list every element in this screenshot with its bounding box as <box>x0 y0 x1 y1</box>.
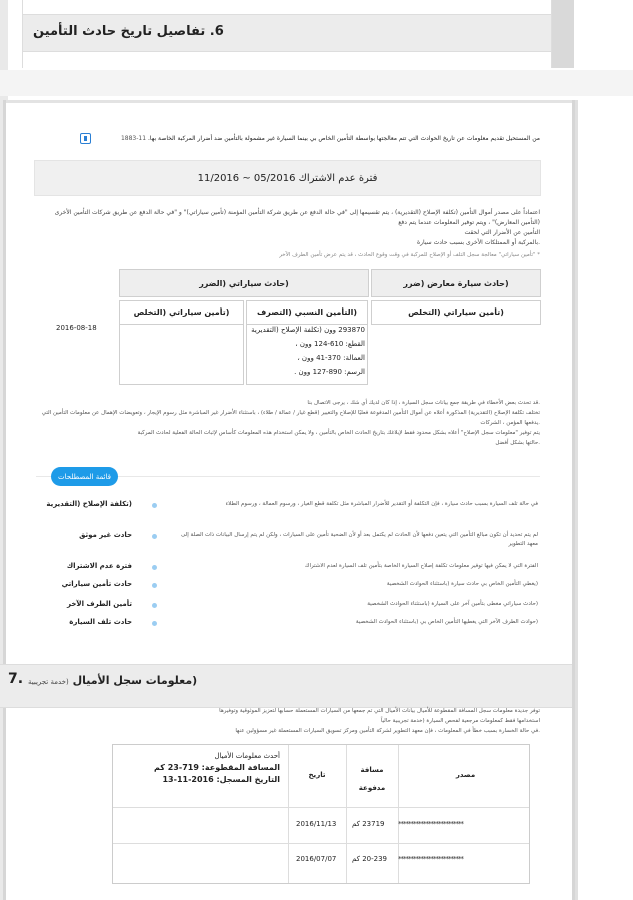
glossary-row <box>36 580 540 600</box>
relative-sub-header: (التأمين النسبي (التصرف <box>246 300 368 325</box>
terms-list-button[interactable]: قائمة المصطلحات <box>51 467 118 486</box>
glossary-term: حادث تأمين سياراتي <box>61 580 132 588</box>
column-divider <box>346 745 347 883</box>
row-source: ************************** <box>398 820 463 828</box>
opponent-sub-header: (تأمين سياراتي (التخلص <box>371 300 541 325</box>
repair-amounts <box>247 323 365 379</box>
bullet-icon <box>152 565 157 570</box>
section-7-number: 7. <box>8 671 24 687</box>
section-6-title: 6. تفاصيل تاريخ حادث التأمين <box>33 24 224 39</box>
card-gap <box>0 70 633 96</box>
row-date: 2016/11/13 <box>296 820 337 828</box>
glossary-row <box>36 562 540 582</box>
note-line: .حالتها بشكل أفضل <box>495 440 540 446</box>
my-accident-header: (حادث سياراتي (الضرر <box>119 269 369 297</box>
latest-mileage <box>130 750 280 786</box>
bullet-icon <box>152 603 157 608</box>
note-line: .يدفعها المؤمن ، الشركات <box>480 420 540 426</box>
date-column-header: تاريخ <box>308 771 326 779</box>
disclaimer-phone: 1883-11 <box>120 135 147 142</box>
notes-3 <box>36 398 540 448</box>
repair-paint: الرسم: 890-127 وون . <box>294 368 365 376</box>
note-line: اعتماداً على مصدر أموال التأمين (تكلفة الإصلاح (التقديرية) ، يتم تقسيمها إلى "في حالة الدفع عن طريق شركة التأمين المؤمنة (تأمين سياراتي)" و "في حالة الدفع عن طريق شركات التأمين الأخرى (التأمين المعارض)" ، ويتم توفير المعلومات عندما يتم دفع <box>54 209 540 226</box>
accident-date: 2016-08-18 <box>56 324 97 332</box>
column-divider <box>288 745 289 883</box>
glossary-row <box>36 618 540 638</box>
note-line: التأمين عن الأضرار التي لحقت <box>464 229 540 236</box>
glossary-row <box>36 600 540 620</box>
latest-title: أحدث معلومات الأميال <box>214 752 280 760</box>
notes-2: * "تأمين سياراتي" معالجة سجل التلف أو الإصلاح للمركبة في وقت وقوع الحادث ، قد يتم عرض تأمين الطرف الآخر <box>279 252 540 258</box>
glossary-term: حادث تلف السيارة <box>69 618 132 626</box>
note-line: توفر جديدة معلومات سجل المسافة المقطوعة للأميال بيانات الأميال التي تم جمعها من السيارات المستعملة حسابها لتعزيز الموثوقية وتوفيرها <box>219 708 540 714</box>
glossary-definition: لم يتم تحديد أن تكون مبالغ التأمين التي يتعين دفعها لأن الحادث لم يكتمل بعد أو لأن الضحية تأمين على السيارات ، ولكن لم يتم إرسال البيانات ذات الصلة إلى معهد التطوير <box>180 532 538 547</box>
repair-total: 293870 وون (تكلفة الإصلاح (التقديرية <box>251 326 365 334</box>
disclaimer-text: .من المستحيل تقديم معلومات عن تاريخ الحوادث التي تتم معالجتها بواسطة التأمين الخاص بي بينما السيارة غير مشمولة بالتأمين ضد أضرار المركبة الخاصة بها <box>147 135 540 142</box>
glossary-term: تأمين الطرف الآخر <box>67 600 132 608</box>
glossary-definition: (يغطي التأمين الخاص بي حادث سيارة (باستثناء الحوادث الشخصية <box>386 581 538 587</box>
note-line: استخدامها فقط كمعلومات مرجعية لفحص السيارة (خدمة تجريبية حالياً <box>380 718 540 724</box>
note-line: يتم توفير "معلومات سجل الإصلاح" أعلاه بشكل محدود فقط لإبلاغك بتاريخ الحادث الخاص بالتأمين ، ولا يمكن استخدام هذه المعلومات كأساس لإثبات الحالة الفعلية لحادث المركبة <box>137 430 540 436</box>
bullet-icon <box>152 534 157 539</box>
period-label: فترة عدم الاشتراك 05/2016 ~ 11/2016 <box>197 173 378 184</box>
glossary-row <box>36 531 540 551</box>
glossary-term: (تكلفة الإصلاح (التقديرية <box>46 500 132 508</box>
latest-distance: المسافة المقطوعة: 719-23 كم <box>154 763 280 772</box>
latest-date: التاريخ المسجل: 2016-11-13 <box>162 775 280 784</box>
notes-1 <box>36 208 540 248</box>
note-line: .بالمركبة أو الممتلكات الأخرى بسبب حادث سيارة <box>416 239 540 246</box>
note-line: تختلف تكلفة الإصلاح (التقديرية) المذكورة أعلاه عن أموال التأمين المدفوعة فعليًا للإصلاح والتغيير (قطع غيار / عمالة / طلاء) ، باستثناء الأضرار غير المباشرة مثل رسوم الإيجار ، وتعويضات الإهمال عن معلومات التأمين التي <box>41 410 540 416</box>
note-line: .في حالة الخسارة بسبب خطأ في المعلومات ، فإن معهد التطوير لشركة التأمين ومركز تسويق السيارات المستعملة غير مسؤولين عنها <box>235 728 540 734</box>
glossary-term: حادث غير موثق <box>79 531 132 539</box>
row-date: 2016/07/07 <box>296 855 337 863</box>
row-distance: 20-239 كم <box>352 855 388 863</box>
glossary-term: فترة عدم الاشتراك <box>66 562 132 570</box>
my-empty-cell <box>119 325 244 385</box>
trial-service-label: (خدمة تجريبية <box>28 678 69 686</box>
bullet-icon <box>152 503 157 508</box>
section-6-header[interactable] <box>23 14 551 52</box>
glossary-definition: الفترة التي لا يمكن فيها توفير معلومات تكلفة إصلاح السيارة الخاصة بتأمين تلف السيارة لعدم الاشتراك <box>304 563 538 569</box>
glossary-definition: في حالة تلف السيارة بسبب حادث سيارة ، فإن التكلفة أو التقدير للأضرار المباشرة مثل تكلفة قطع الغيار ، ورسوم العمالة ، ورسوم الطلاء <box>225 501 538 507</box>
my-sub-header: (تأمين سياراتي (التخلص <box>119 300 244 325</box>
distance-column-header: مسافة مدفوعة <box>358 766 386 792</box>
opponent-accident-header: (حادث سيارة معارض (ضرر <box>371 269 541 297</box>
repair-labor: العمالة: 370-41 وون ، <box>297 354 365 362</box>
glossary-row <box>36 500 540 520</box>
non-subscription-period <box>34 160 541 196</box>
right-bar <box>552 0 574 68</box>
source-column-header: مصدر <box>455 771 476 779</box>
glossary-definition: (حادث سياراتي مغطى بتأمين آخر على السيارة (باستثناء الحوادث الشخصية <box>367 601 538 607</box>
repair-parts: القطع: 610-124 وون ، <box>295 340 365 348</box>
section-7-title <box>28 674 197 687</box>
bullet-icon <box>152 583 157 588</box>
row-divider <box>113 807 529 808</box>
row-distance: 23719 كم <box>352 820 385 828</box>
page-right-margin <box>578 100 633 900</box>
disclaimer <box>90 134 540 143</box>
row-source: ************************** <box>398 855 463 863</box>
bullet-icon <box>152 621 157 626</box>
section-7-title-text: (معلومات سجل الأميال <box>72 674 198 687</box>
glossary-definition: (حوادث الطرف الآخر التي يغطيها التأمين الخاص بي (باستثناء الحوادث الشخصية <box>355 619 538 625</box>
section-6-card <box>22 0 552 68</box>
note-line: .قد تحدث بعض الأخطاء في طريقة جمع بيانات سجل السيارة ، إذا كان لديك أي شك ، يرجى الاتصال بنا <box>307 400 540 406</box>
card-top-border <box>6 100 572 120</box>
notes-7 <box>36 706 540 736</box>
row-divider <box>113 843 529 844</box>
